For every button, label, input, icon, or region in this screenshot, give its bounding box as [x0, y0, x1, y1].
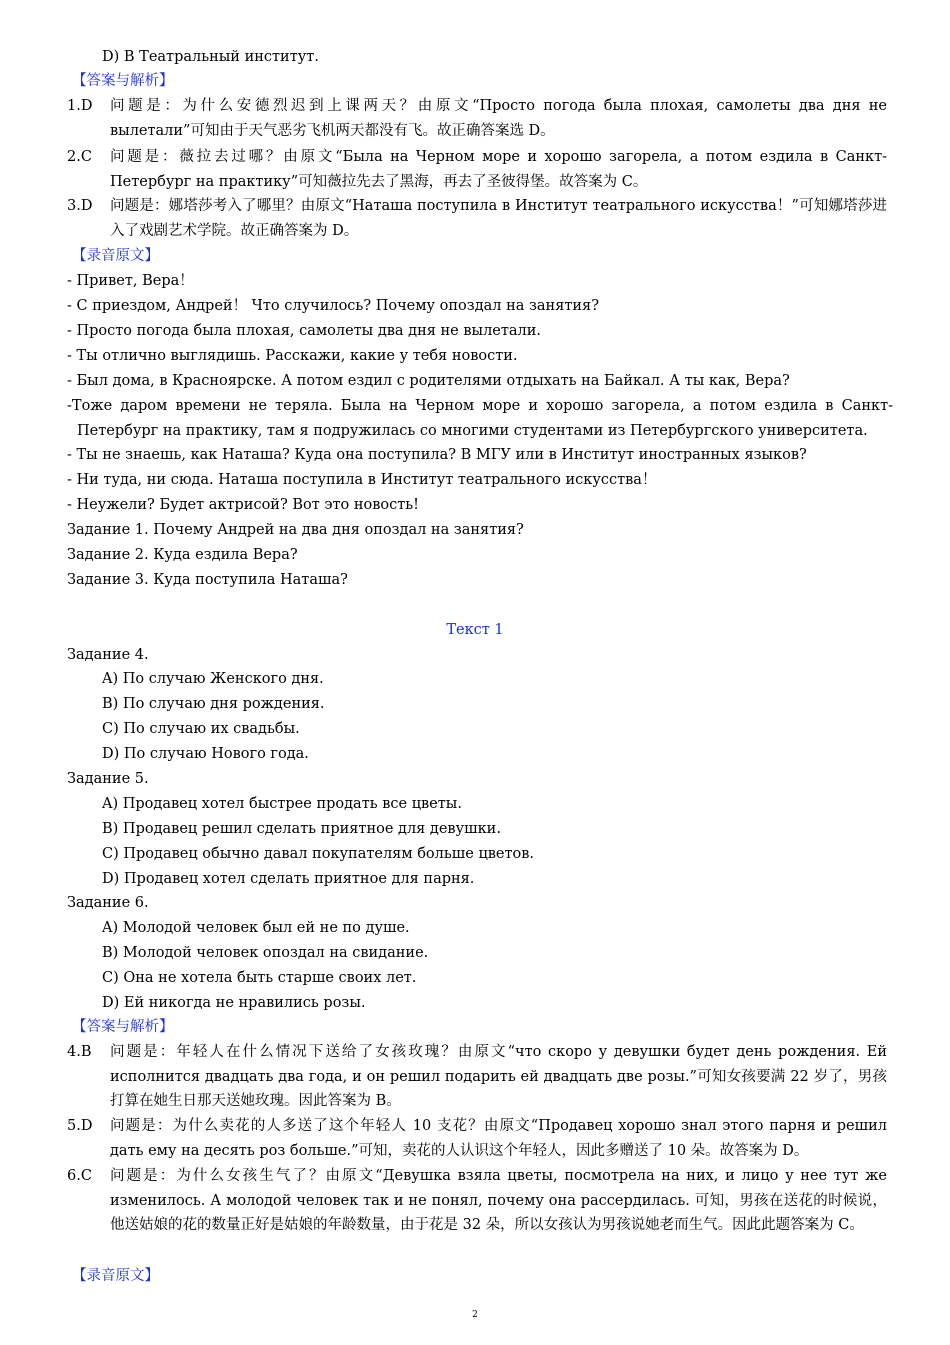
- dialogue-line: - Неужели? Будет актрисой? Вот это новость!: [67, 497, 419, 513]
- answer-text: 问题是：娜塔莎考入了哪里？由原文“Наташа поступила в Институт театрального искусства！”可知娜塔莎进入了戏剧艺术学院。故正确答案为 D。: [110, 198, 887, 239]
- task-question: Задание 2. Куда ездила Вера?: [67, 547, 298, 563]
- answer-number: 5.D: [67, 1118, 93, 1134]
- answer-text: 问题是：年轻人在什么情况下送给了女孩玫瑰？由原文“что скоро у девушки будет день рождения. Ей исполнится двадцать два года, и он решил подарить ей двадцать две розы.”可知女孩要满 22 岁了，男孩打算在她生日那天送她玫瑰。因此答案为 B。: [110, 1044, 887, 1109]
- dialogue-line: - Ни туда, ни сюда. Наташа поступила в Институт театрального искусства！: [67, 472, 657, 488]
- text-title: Текст 1: [446, 622, 504, 638]
- option: D) По случаю Нового года.: [102, 746, 309, 762]
- recording-header: 【录音原文】: [72, 1268, 159, 1284]
- answer-text: 问题是：为什么安德烈迟到上课两天？由原文“Просто погода была плохая, самолеты два дня не вылетали”可知由于天气恶劣飞机两天都没有飞。故正确答案选 D。: [110, 98, 887, 139]
- answer-item: [67, 145, 887, 194]
- option: D) Продавец хотел сделать приятное для парня.: [102, 871, 475, 887]
- answer-item: [67, 1114, 887, 1163]
- answer-number: 6.C: [67, 1168, 92, 1184]
- option: B) Продавец решил сделать приятное для девушки.: [102, 821, 501, 837]
- answer-item: [67, 94, 887, 143]
- dialogue-line-long: -Тоже даром времени не теряла. Была на Черном море и хорошо загорела, а потом ездила в Санкт-Петербург на практику, там я подружилась со многими студентами из Петербургского университета.: [67, 398, 893, 439]
- option: A) Продавец хотел быстрее продать все цветы.: [102, 796, 462, 812]
- task-question: Задание 1. Почему Андрей на два дня опоздал на занятия?: [67, 522, 524, 538]
- recording-header: 【录音原文】: [72, 248, 159, 264]
- answer-number: 3.D: [67, 198, 93, 214]
- dialogue-line: - Ты отлично выглядишь. Расскажи, какие у тебя новости.: [67, 348, 518, 364]
- page-number: 2: [472, 1310, 478, 1320]
- task-label: Задание 6.: [67, 895, 149, 911]
- option: A) По случаю Женского дня.: [102, 671, 324, 687]
- answer-item: [67, 1164, 887, 1238]
- dialogue-line: - Был дома, в Красноярске. А потом ездил с родителями отдыхать на Байкал. А ты как, Вера?: [67, 373, 790, 389]
- answer-text: 问题是：为什么女孩生气了？由原文“Девушка взяла цветы, посмотрела на них, и лицо у нее тут же изменилось. А молодой человек так и не понял, почему она рассердилась. 可知，男孩在送花的时候说，他送姑娘的花的数量正好是姑娘的年龄数量，由于花是 32 朵，所以女孩认为男孩说她老而生气。因此此题答案为 C。: [110, 1168, 887, 1233]
- dialogue-line: - Ты не знаешь, как Наташа? Куда она поступила? В МГУ или в Институт иностранных языков?: [67, 447, 807, 463]
- answer-item: [67, 1040, 887, 1114]
- option: B) Молодой человек опоздал на свидание.: [102, 945, 429, 961]
- answer-number: 1.D: [67, 98, 93, 114]
- answer-header: 【答案与解析】: [72, 1019, 174, 1035]
- option: C) По случаю их свадьбы.: [102, 721, 300, 737]
- answer-item: [67, 194, 887, 243]
- option: A) Молодой человек был ей не по душе.: [102, 920, 410, 936]
- option: C) Она не хотела быть старше своих лет.: [102, 970, 417, 986]
- dialogue-line: - Привет, Вера！: [67, 273, 194, 289]
- answer-number: 4.B: [67, 1044, 92, 1060]
- option: C) Продавец обычно давал покупателям больше цветов.: [102, 846, 535, 862]
- option: D) Ей никогда не нравились розы.: [102, 995, 366, 1011]
- task-label: Задание 5.: [67, 771, 149, 787]
- option: B) По случаю дня рождения.: [102, 696, 325, 712]
- dialogue-line: - Просто погода была плохая, самолеты два дня не вылетали.: [67, 323, 542, 339]
- answer-header: 【答案与解析】: [72, 73, 174, 89]
- answer-number: 2.C: [67, 149, 92, 165]
- dialogue-line: - С приездом, Андрей！ Что случилось? Почему опоздал на занятия?: [67, 298, 599, 314]
- task-question: Задание 3. Куда поступила Наташа?: [67, 572, 348, 588]
- answer-text: 问题是：薇拉去过哪？由原文“Была на Черном море и хорошо загорела, а потом ездила в Санкт-Петербург на практику”可知薇拉先去了黑海，再去了圣彼得堡。故答案为 C。: [110, 149, 887, 190]
- task-label: Задание 4.: [67, 647, 149, 663]
- answer-text: 问题是：为什么卖花的人多送了这个年轻人 10 支花？由原文“Продавец хорошо знал этого парня и решил дать ему на десять роз больше.”可知，卖花的人认识这个年轻人，因此多赠送了 10 朵。故答案为 D。: [110, 1118, 887, 1159]
- option-d-top: D) В Театральный институт.: [102, 49, 319, 65]
